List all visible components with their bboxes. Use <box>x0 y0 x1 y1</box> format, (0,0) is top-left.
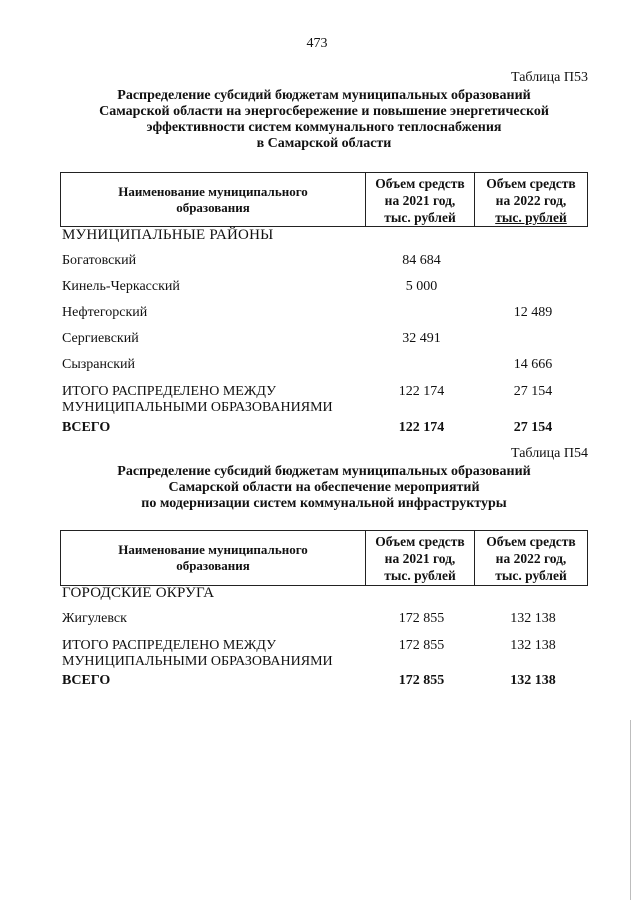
row-name: Богатовский <box>62 253 137 268</box>
total-value-2022: 132 138 <box>510 673 556 688</box>
subtotal-label-line: МУНИЦИПАЛЬНЫМИ ОБРАЗОВАНИЯМИ <box>62 400 333 415</box>
table53-header-2022 <box>475 173 587 226</box>
table53-header-2021 <box>366 173 475 226</box>
table54-header-2021 <box>366 531 475 585</box>
table54-header <box>60 530 588 586</box>
table54-title-line: Самарской области на обеспечение мероприятий <box>168 480 480 495</box>
row-value-2022: 132 138 <box>510 611 556 626</box>
table53-title-line: Распределение субсидий бюджетам муниципальных образований <box>117 88 531 103</box>
subtotal-label-line: ИТОГО РАСПРЕДЕЛЕНО МЕЖДУ <box>62 638 276 653</box>
table54-header-name <box>61 531 366 585</box>
table53-label: Таблица П53 <box>511 70 588 85</box>
table54-title <box>60 464 588 512</box>
table54-header-2022 <box>475 531 587 585</box>
header-text: на 2021 год, <box>384 551 456 566</box>
header-text: Наименование муниципального <box>118 183 308 199</box>
header-text: на 2022 год, <box>495 551 567 566</box>
header-text: тыс. рублей <box>384 568 456 583</box>
row-name: Жигулевск <box>62 611 127 626</box>
row-value-2022: 12 489 <box>513 305 553 320</box>
total-value-2022: 27 154 <box>513 420 553 435</box>
row-name: Нефтегорский <box>62 305 148 320</box>
total-label: ВСЕГО <box>62 673 111 688</box>
total-value-2021: 172 855 <box>398 673 445 688</box>
row-name: Сергиевский <box>62 331 139 346</box>
table53-title-line: Самарской области на энергосбережение и повышение энергетической <box>99 104 549 119</box>
subtotal-value-2021: 122 174 <box>398 384 445 399</box>
row-value-2021: 84 684 <box>402 253 441 268</box>
table53-title-line: эффективности систем коммунального теплоснабжения <box>146 120 502 135</box>
header-text: тыс. рублей <box>495 210 567 225</box>
header-text: Объем средств <box>375 534 465 549</box>
row-name: Сызранский <box>62 357 135 372</box>
table54-title-line: по модернизации систем коммунальной инфраструктуры <box>141 496 507 511</box>
header-text: тыс. рублей <box>384 210 456 225</box>
table53-header-name <box>61 173 366 226</box>
total-label: ВСЕГО <box>62 420 111 435</box>
row-value-2021: 32 491 <box>402 331 441 346</box>
header-text: образования <box>176 199 250 215</box>
header-text: Объем средств <box>375 176 465 191</box>
header-text: Объем средств <box>486 176 576 191</box>
scan-margin-line <box>630 720 631 900</box>
table54-label: Таблица П54 <box>511 446 588 461</box>
table53-title <box>60 88 588 152</box>
header-text: Наименование муниципального <box>118 542 308 557</box>
subtotal-label-line: ИТОГО РАСПРЕДЕЛЕНО МЕЖДУ <box>62 384 276 399</box>
total-value-2021: 122 174 <box>398 420 445 435</box>
subtotal-value-2022: 27 154 <box>513 384 553 399</box>
row-name: Кинель-Черкасский <box>62 279 180 294</box>
row-value-2021: 5 000 <box>405 279 438 294</box>
row-value-2021: 172 855 <box>398 611 445 626</box>
header-text: Объем средств <box>486 534 576 549</box>
table53-title-line: в Самарской области <box>256 136 392 151</box>
table54-section-title: ГОРОДСКИЕ ОКРУГА <box>62 585 215 601</box>
row-value-2022: 14 666 <box>513 357 553 372</box>
subtotal-label <box>62 638 333 670</box>
page-number: 473 <box>306 36 328 51</box>
header-text: тыс. рублей <box>495 568 567 583</box>
subtotal-label-line: МУНИЦИПАЛЬНЫМИ ОБРАЗОВАНИЯМИ <box>62 654 333 669</box>
subtotal-value-2021: 172 855 <box>398 638 445 653</box>
header-text: на 2022 год, <box>495 193 567 208</box>
subtotal-value-2022: 132 138 <box>510 638 556 653</box>
table53-section-title: МУНИЦИПАЛЬНЫЕ РАЙОНЫ <box>62 227 274 243</box>
header-text: образования <box>176 558 250 573</box>
header-text: на 2021 год, <box>384 193 456 208</box>
table53-header <box>60 172 588 227</box>
subtotal-label <box>62 384 333 416</box>
table54-title-line: Распределение субсидий бюджетам муниципальных образований <box>117 464 531 479</box>
